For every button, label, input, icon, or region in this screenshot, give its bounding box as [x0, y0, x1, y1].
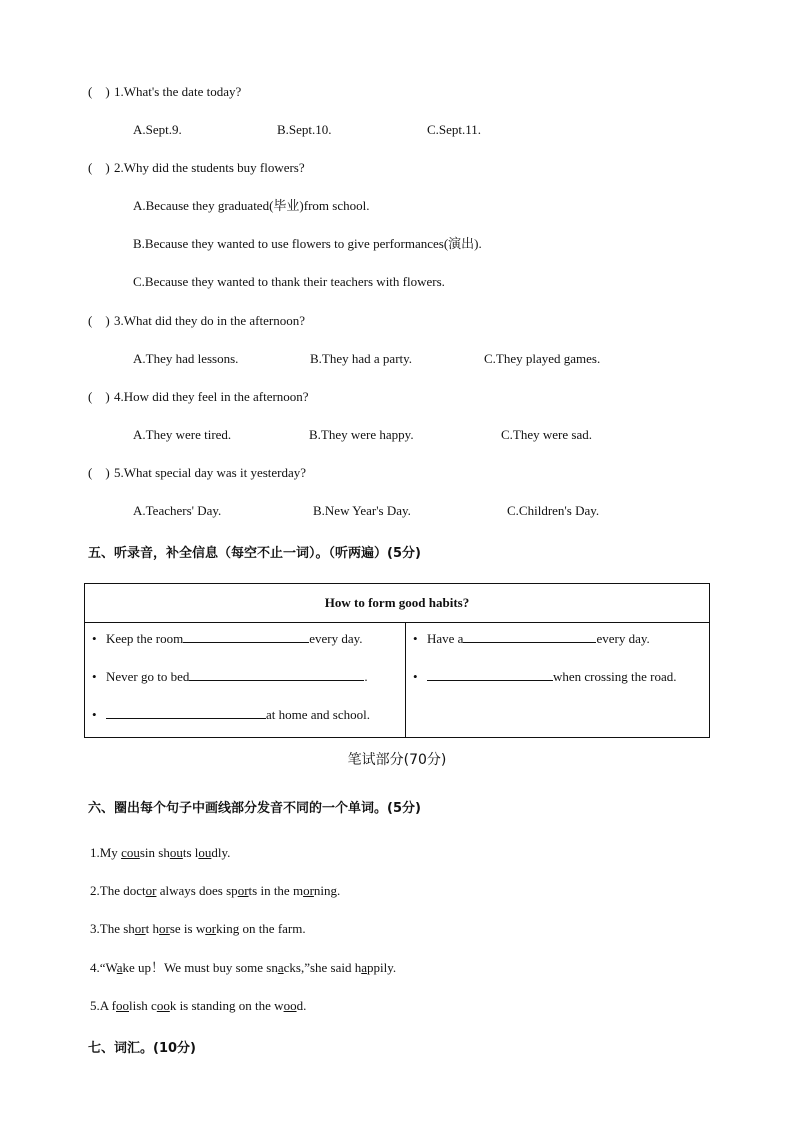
habit-item: • at home and school.: [92, 707, 370, 722]
habits-table: [84, 583, 710, 738]
section-6-title: 六、圈出每个句子中画线部分发音不同的一个单词。(5分): [88, 801, 421, 816]
question-stem: ( ) 3.What did they do in the afternoon?: [88, 313, 305, 328]
habit-item: • when crossing the road.: [413, 669, 677, 684]
sentence-text: ke up！We must buy some sn: [122, 960, 278, 975]
option-a: A.Sept.9.: [133, 122, 182, 137]
option-b: B.They had a party.: [310, 351, 413, 366]
underlined-sound: oo: [156, 998, 170, 1013]
answer-blank[interactable]: [427, 668, 553, 681]
sentence-text: d.: [296, 998, 307, 1013]
underlined-sound: or: [303, 883, 314, 898]
underlined-sound: ou: [169, 845, 183, 860]
written-part-title: 笔试部分(70分): [347, 752, 447, 768]
question-stem: ( ) 1.What's the date today?: [88, 84, 242, 99]
underlined-sound: a: [277, 960, 284, 975]
sentence-text: ts in the m: [248, 883, 304, 898]
sentence-4: [90, 960, 396, 976]
sentence-5: [90, 998, 306, 1014]
question-stem: ( ) 5.What special day was it yesterday?: [88, 465, 307, 480]
sentence-text: se is w: [169, 921, 206, 936]
sentence-text: dly.: [211, 845, 231, 860]
sentence-text: k is standing on the w: [169, 998, 284, 1013]
sentence-text: ning.: [313, 883, 341, 898]
underlined-sound: or: [145, 883, 157, 898]
sentence-2: [90, 883, 340, 899]
option-c: C.Children's Day.: [507, 503, 600, 518]
habits-left-cell: [85, 623, 406, 738]
sentence-text: always does sp: [156, 883, 238, 898]
habits-table-title: How to form good habits?: [85, 584, 710, 623]
sentence-text: cks,”she said h: [283, 960, 362, 975]
option-b: B.Because they wanted to use flowers to give performances(演出).: [133, 236, 482, 251]
sentence-text: 5.A f: [90, 998, 116, 1013]
sentence-text: king on the farm.: [216, 921, 306, 936]
option-c: C.They played games.: [484, 351, 601, 366]
habits-right-cell: [406, 623, 710, 738]
sentence-1: [90, 845, 230, 861]
option-b: B.Sept.10.: [277, 122, 332, 137]
bullet-icon: •: [413, 631, 418, 646]
bullet-icon: •: [92, 631, 97, 646]
habit-item: • Keep the room every day.: [92, 631, 363, 646]
underlined-sound: oo: [283, 998, 297, 1013]
question-stem: ( ) 2.Why did the students buy flowers?: [88, 160, 305, 175]
underlined-sound: or: [134, 921, 146, 936]
sentence-text: lish c: [129, 998, 157, 1013]
habit-item: • Never go to bed .: [92, 669, 368, 684]
underlined-sound: cou: [121, 845, 140, 860]
section-7-title: 七、词汇。(10分): [88, 1041, 196, 1056]
option-a: A.Teachers' Day.: [133, 503, 222, 518]
sentence-text: 3.The sh: [90, 921, 135, 936]
option-a: A.Because they graduated(毕业)from school.: [133, 198, 370, 213]
sentence-text: 4.“W: [90, 960, 117, 975]
sentence-text: sin sh: [139, 845, 170, 860]
bullet-icon: •: [92, 669, 97, 684]
sentence-3: [90, 921, 306, 937]
underlined-sound: or: [159, 921, 170, 936]
underlined-sound: a: [116, 960, 123, 975]
bullet-icon: •: [413, 669, 418, 684]
sentence-text: 1.My: [90, 845, 122, 860]
habit-item: • Have a every day.: [413, 631, 650, 646]
option-b: B.They were happy.: [309, 427, 414, 442]
bullet-icon: •: [92, 707, 97, 722]
option-c: C.Because they wanted to thank their teachers with flowers.: [133, 274, 445, 289]
option-a: A.They were tired.: [133, 427, 232, 442]
section-5-title: 五、听录音，补全信息（每空不止一词）。（听两遍）(5分): [88, 546, 421, 561]
option-b: B.New Year's Day.: [313, 503, 411, 518]
underlined-sound: oo: [116, 998, 129, 1013]
answer-blank[interactable]: [106, 706, 266, 719]
sentence-text: ts l: [182, 845, 199, 860]
option-a: A.They had lessons.: [133, 351, 239, 366]
question-stem: ( ) 4.How did they feel in the afternoon?: [88, 389, 309, 404]
underlined-sound: or: [205, 921, 217, 936]
underlined-sound: or: [237, 883, 249, 898]
option-c: C.Sept.11.: [427, 122, 482, 137]
answer-blank[interactable]: [183, 630, 309, 643]
underlined-sound: a: [361, 960, 368, 975]
sentence-text: 2.The doct: [90, 883, 146, 898]
sentence-text: ppily.: [367, 960, 397, 975]
option-c: C.They were sad.: [501, 427, 592, 442]
answer-blank[interactable]: [463, 630, 596, 643]
underlined-sound: ou: [198, 845, 212, 860]
sentence-text: t h: [145, 921, 159, 936]
answer-blank[interactable]: [189, 668, 364, 681]
